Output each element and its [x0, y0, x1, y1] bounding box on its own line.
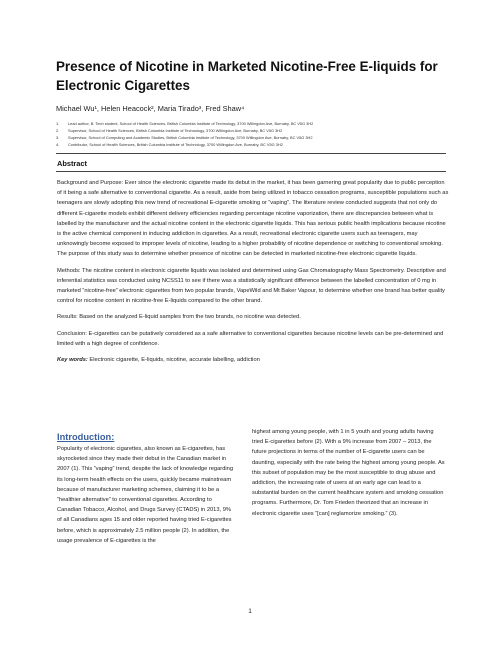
- keywords-label: Key words:: [57, 357, 88, 364]
- keywords: [57, 355, 449, 365]
- affiliation-text: Contributor, School of Health Sciences, British Columbia Institute of Technology, 3700 Willingdon Ave, Burnaby, BC V5G 3H2: [68, 142, 283, 147]
- abstract-methods: Methods: The nicotine content in electronic cigarette liquids was isolated and determined using Gas Chromatography Mass Spectrometry. Descriptive and inferential statistics was conducted using NCSS11 to see if there was a statistically significant difference between the labelled concentration of 0 mg in marketed “nicotine-free” electronic cigarettes from two popular brands, VapeWild and Mt Baker Vapour, to determine whether one brand has better quality control for nicotine content in nicotine-free E-liquids compared to the other brand.: [57, 267, 446, 305]
- paper-title: Presence of Nicotine in Marketed Nicotine-Free E-liquids for Electronic Cigarettes: [56, 59, 438, 93]
- affiliation-item: [56, 134, 446, 141]
- introduction-right-column: highest among young people, with 1 in 5 youth and young adults having tried E-cigarettes before (2). With a 9% increase from 2007 – 2013, the future projections in terms of the number of E-cigarette users can be daunting, especially with the rate being the highest among young people. As this subset of population may be the most susceptible to drug abuse and addiction, the increasing rate of users at an early age can lead to a substantial burden on the current healthcare system and smoking cessation programs. Furthermore, Dr. Tom Frieden theorized that an increase in electronic cigarette uses “[can] reglamorize smoking.” (3).: [252, 429, 445, 517]
- affiliation-number: 1.: [56, 121, 60, 126]
- affiliation-number: 4.: [56, 142, 60, 147]
- page-number: 1: [248, 608, 252, 615]
- affiliation-list: [56, 120, 446, 148]
- abstract-conclusion: Conclusion: E-cigarettes can be putatively considered as a safe alternative to conventional cigarettes because nicotine levels can be pre-determined and limited with a high degree of confidence.: [57, 330, 444, 347]
- affiliation-number: 2.: [56, 128, 60, 133]
- affiliation-text: Lead author, B. Tech student, School of Health Sciences, British Columbia Institute of Technology, 3700 Willingdon Ave, Burnaby, BC V5G 3H2: [68, 121, 314, 126]
- abstract-results: Results: Based on the analyzed E-liquid samples from the two brands, no nicotine was detected.: [57, 314, 301, 321]
- affiliation-text: Supervisor, School of Health Sciences, British Columbia Institute of Technology, 3700 Willingdon Ave, Burnaby, BC V5G 3H2: [68, 128, 283, 133]
- author-list: Michael Wu¹, Helen Heacock², Maria Tirado³, Fred Shaw⁴: [56, 104, 245, 113]
- section-divider-top: [56, 153, 446, 154]
- affiliation-item: [56, 141, 446, 148]
- affiliation-item: [56, 127, 446, 134]
- abstract-heading: Abstract: [57, 159, 87, 168]
- section-divider-bottom: [56, 171, 446, 172]
- abstract-body: [57, 178, 449, 371]
- affiliation-item: [56, 120, 446, 127]
- introduction-heading: Introduction:: [57, 432, 115, 442]
- abstract-background: Background and Purpose: Ever since the electronic cigarette made its debut in the market, it has been garnering great popularity due to public perception of it being a safe alternative to conventional cigarette. As a result, aside from being utilized in tobacco cessation programs, susceptible populations such as teenagers are slowly adopting this new trend of recreational E-cigarette smoking or “vaping”. The literature review conducted suggests that not only do different E-cigarette models exhibit different delivery efficiencies regarding percentage nicotine vaporization, there are discrepancies between what is labelled by the manufacturer and the actual nicotine content in the electronic cigarette liquids. This has serious public health implications because nicotine is the active chemical component in inducing addiction in cigarettes. As a result, recreational electronic cigarette users such as teenagers, may unknowingly become exposed to improper levels of nicotine, leading to a higher probability of nicotine dependence or switching to conventional smoking. The purpose of this study was to determine whether presence of nicotine can be detected in marketed nicotine-free electronic cigarette liquids.: [57, 180, 449, 258]
- introduction-left-column: Popularity of electronic cigarettes, also known as E-cigarettes, has skyrocketed since they made their debut in the Canadian market in 2007 (1). This “vaping” trend, despite the lack of knowledge regarding its long-term health effects on the users, quickly became mainstream because of manufacturer marketing schemes, claiming it to be a “healthier alternative” to conventional cigarettes. According to Canadian Tobacco, Alcohol, and Drugs Survey (CTADS) in 2013, 9% of all Canadians ages 15 and older reported having tried E-cigarettes before, which is approximately 2.5 million people (2). In addition, the usage prevalence of E-cigarettes is the: [57, 446, 234, 544]
- keywords-text: Electronic cigarette, E-liquids, nicotine, accurate labelling, addiction: [87, 357, 260, 364]
- affiliation-text: Supervisor, School of Computing and Academic Studies, British Columbia Institute of Technology, 3700 Willingdon Ave, Burnaby, BC V5G 3H2: [68, 135, 313, 140]
- affiliation-number: 3.: [56, 135, 60, 140]
